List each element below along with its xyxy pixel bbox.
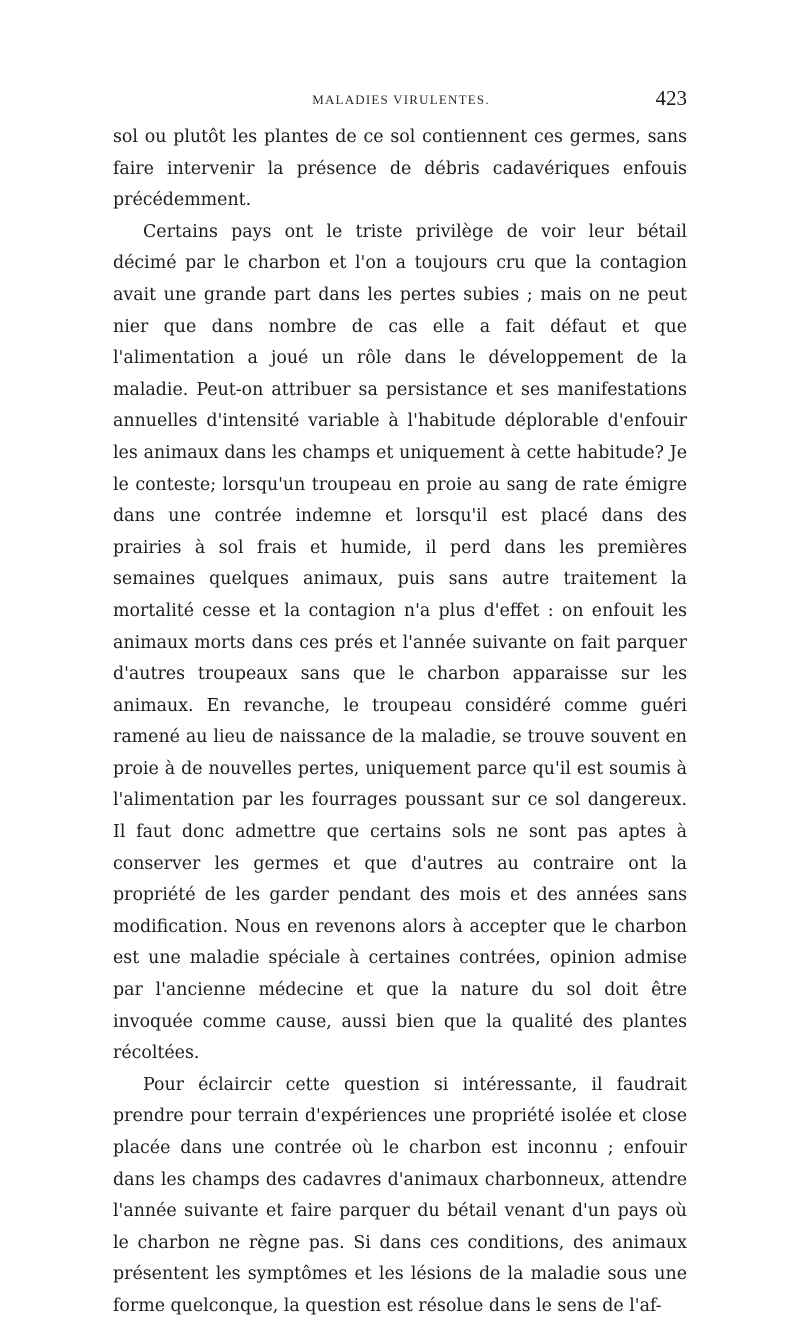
page-number: 423 (655, 86, 687, 110)
running-title: MALADIES VIRULENTES. (312, 92, 490, 107)
paragraph-1: sol ou plutôt les plantes de ce sol contiennent ces germes, sans faire intervenir la présence de débris cadavériques enfouis précédemment. (113, 127, 687, 211)
paragraph-3: Pour éclaircir cette question si intéressante, il faudrait prendre pour terrain d'expériences une propriété isolée et close placée dans une contrée où le charbon est inconnu ; enfouir dans les champs des cadavres d'animaux charbonneux, attendre l'année suivante et faire parquer du bétail venant d'un pays où le charbon ne règne pas. Si dans ces conditions, des animaux présentent les symptômes et les lésions de la maladie sous une forme quelconque, la question est résolue dans le sens de l'af- (113, 1074, 687, 1316)
paragraph-2: Certains pays ont le triste privilège de voir leur bétail décimé par le charbon et l'on a toujours cru que la contagion avait une grande part dans les pertes subies ; mais on ne peut nier que dans nombre de cas elle a fait défaut et que l'alimentation a joué un rôle dans le développement de la maladie. Peut-on attribuer sa persistance et ses manifestations annuelles d'intensité variable à l'habitude déplorable d'enfouir les animaux dans les champs et uniquement à cette habitude? Je le conteste; lorsqu'un troupeau en proie au sang de rate émigre dans une contrée indemne et lorsqu'il est placé dans des prairies à sol frais et humide, il perd dans les premières semaines quelques animaux, puis sans autre traitement la mortalité cesse et la contagion n'a plus d'effet : on enfouit les animaux morts dans ces prés et l'année suivante on fait parquer d'autres troupeaux sans que le charbon apparaisse sur les animaux. En revanche, le troupeau considéré comme guéri ramené au lieu de naissance de la maladie, se trouve souvent en proie à de nouvelles pertes, uniquement parce qu'il est soumis à l'alimentation par les fourrages poussant sur ce sol dangereux. Il faut donc admettre que certains sols ne sont pas aptes à conserver les germes et que d'autres au contraire ont la propriété de les garder pendant des mois et des années sans modification. Nous en revenons alors à accepter que le charbon est une maladie spéciale à certaines contrées, opinion admise par l'ancienne médecine et que la nature du sol doit être invoquée comme cause, aussi bien que la qualité des plantes récoltées. (113, 221, 687, 1064)
running-head (115, 86, 687, 116)
body-text (113, 122, 687, 1323)
